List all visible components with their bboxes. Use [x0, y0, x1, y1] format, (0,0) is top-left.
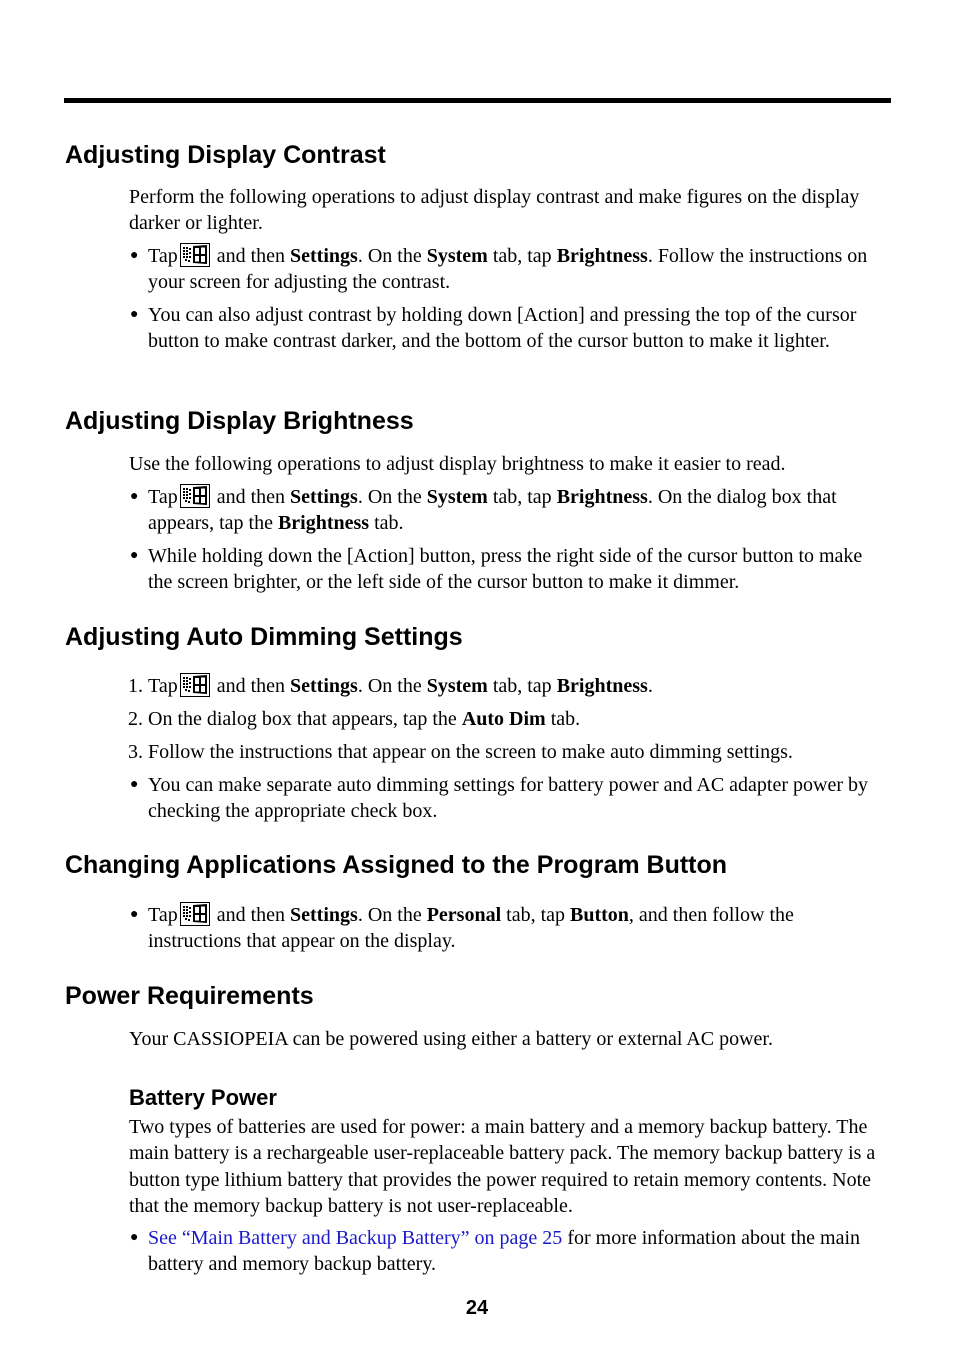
contrast-bullet-1: ● Tap and then Settings. On the System tab, tap Brightness. Follow the instructions on your screen for adjusting the contrast.: [130, 245, 868, 294]
dimming-step-1: 1. Tap and then Settings. On the System tab, tap Brightness.: [129, 673, 888, 699]
dimming-step-3: 3. Follow the instructions that appear on the screen to make auto dimming settings.: [129, 739, 888, 765]
bullet-marker: ●: [130, 489, 139, 504]
brightness-intro: Use the following operations to adjust display brightness to make it easier to read.: [129, 453, 786, 475]
top-rule: [64, 98, 891, 103]
main-battery-page-link[interactable]: See “Main Battery and Backup Battery” on page 25: [148, 1227, 563, 1249]
step-number: 2.: [128, 708, 143, 730]
heading-auto-dimming: Adjusting Auto Dimming Settings: [65, 623, 463, 651]
dimming-bullet-1: ● You can make separate auto dimming settings for battery power and AC adapter power by checking the appropriate check box.: [130, 774, 868, 823]
heading-display-contrast: Adjusting Display Contrast: [65, 141, 386, 169]
program-bullet-1: ● Tap and then Settings. On the Personal tab, tap Button, and then follow the instructions that appear on the display.: [130, 904, 794, 953]
windows-start-icon: [180, 902, 210, 926]
brightness-bullet-2: ● While holding down the [Action] button, press the right side of the cursor button to make the screen brighter, or the left side of the cursor button to make it dimmer.: [130, 545, 863, 594]
windows-start-icon: [180, 243, 210, 267]
brightness-bullet-1: ● Tap and then Settings. On the System tab, tap Brightness. On the dialog box that appears, tap the Brightness tab.: [130, 486, 837, 535]
step-number: 1.: [128, 675, 143, 697]
bullet-marker: ●: [130, 307, 139, 322]
battery-power-text: Two types of batteries are used for power: a main battery and a memory backup battery. The main battery is a rechargeable user-replaceable battery pack. The memory backup battery is a button type lithium battery that provides the power required to retain memory contents. Note that the memory backup battery is not user-replaceable.: [129, 1116, 876, 1218]
contrast-intro: Perform the following operations to adjust display contrast and make figures on the display darker or lighter.: [129, 186, 860, 235]
heading-display-brightness: Adjusting Display Brightness: [65, 407, 414, 435]
windows-start-icon: [180, 673, 210, 697]
bullet-marker: ●: [130, 248, 139, 263]
step-number: 3.: [128, 741, 143, 763]
heading-program-button: Changing Applications Assigned to the Program Button: [65, 851, 728, 879]
heading-battery-power: Battery Power: [129, 1085, 277, 1110]
dimming-step-2: 2. On the dialog box that appears, tap the Auto Dim tab.: [129, 706, 888, 732]
power-intro: Your CASSIOPEIA can be powered using either a battery or external AC power.: [129, 1028, 773, 1050]
battery-bullet-1: ● See “Main Battery and Backup Battery” on page 25 for more information about the main battery and memory backup battery.: [130, 1227, 861, 1276]
bullet-marker: ●: [130, 907, 139, 922]
windows-start-icon: [180, 484, 210, 508]
contrast-bullet-2: ● You can also adjust contrast by holding down [Action] and pressing the top of the cursor button to make contrast darker, and the bottom of the cursor button to make it lighter.: [130, 304, 857, 353]
bullet-marker: ●: [130, 548, 139, 563]
heading-power-requirements: Power Requirements: [65, 982, 314, 1010]
page-number: 24: [465, 1297, 489, 1319]
bullet-marker: ●: [130, 777, 139, 792]
bullet-marker: ●: [130, 1230, 139, 1245]
